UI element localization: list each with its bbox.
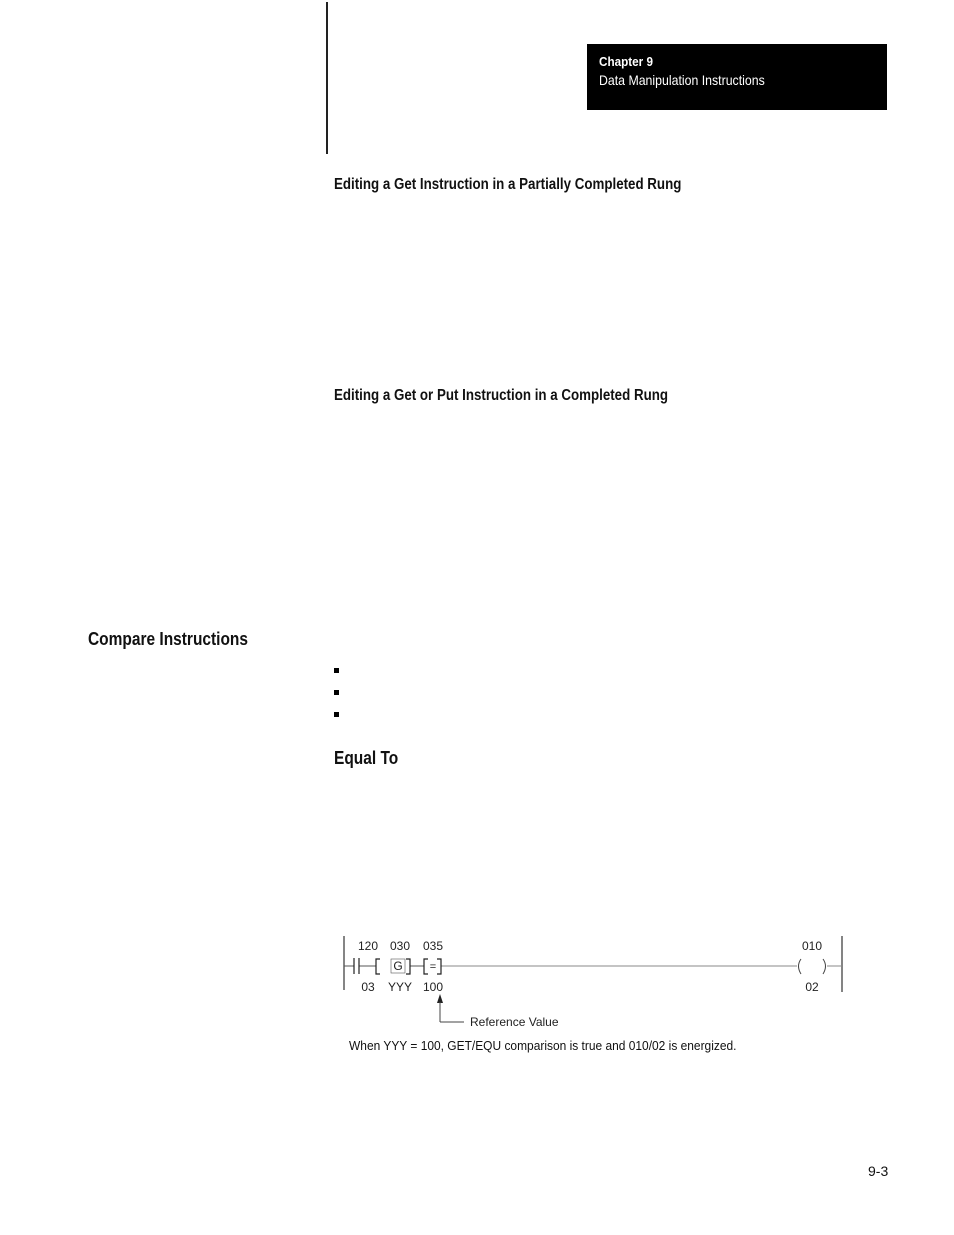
diagram-caption: When YYY = 100, GET/EQU comparison is true and 010/02 is energized. [349,1038,737,1053]
chapter-subtitle: Data Manipulation Instructions [599,72,765,88]
get-address-bottom: YYY [387,980,413,994]
get-symbol: G [393,959,403,973]
heading-editing-completed: Editing a Get or Put Instruction in a Completed Rung [334,387,669,404]
chapter-title: Chapter 9 [599,54,653,69]
bullet-marker [334,690,339,695]
heading-equal-to: Equal To [334,748,399,768]
coil-address-bottom: 02 [805,980,819,994]
get-address-top: 030 [389,939,411,953]
contact-address-top: 120 [357,939,379,953]
output-coil [799,939,826,994]
heading-editing-partial: Editing a Get Instruction in a Partially Completed Rung [334,176,682,193]
arrow-up-icon [437,994,443,1003]
bullet-marker [334,712,339,717]
coil-address-top: 010 [801,939,823,953]
reference-value-label: Reference Value [470,1015,559,1029]
contact-address-bottom: 03 [361,980,375,994]
reference-value-callout [437,994,559,1029]
equ-symbol: = [429,961,437,973]
margin-rule [326,2,328,154]
equ-reference-value: 100 [422,980,444,994]
ladder-diagram [338,930,850,1030]
equ-instruction [423,939,443,994]
get-instruction [376,939,412,994]
equ-address-top: 035 [422,939,444,953]
chapter-header [587,44,887,110]
page-number: 9-3 [868,1163,889,1179]
heading-compare-instructions: Compare Instructions [88,629,248,649]
bullet-marker [334,668,339,673]
